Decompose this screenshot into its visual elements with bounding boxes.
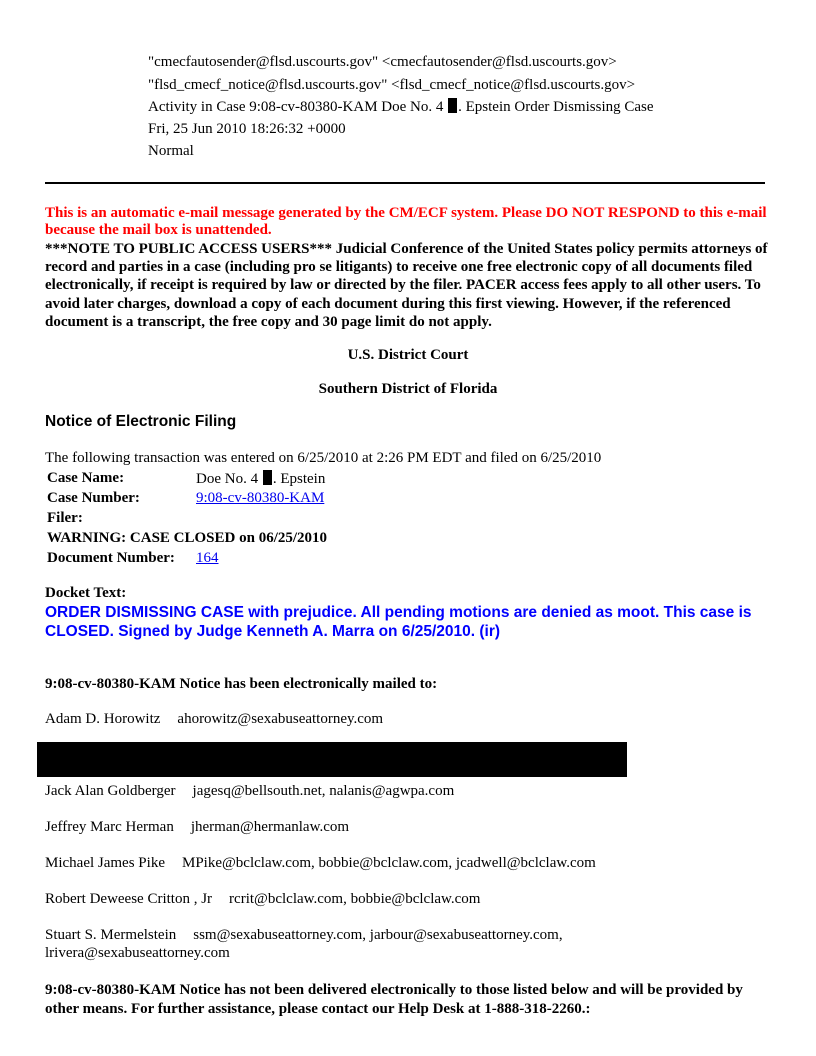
recipient-email: jagesq@bellsouth.net, nalanis@agwpa.com — [192, 783, 455, 799]
document-number-label: Document Number: — [47, 550, 175, 566]
subject-text-start: Activity in Case 9:08-cv-80380-KAM Doe No. 4 — [148, 99, 444, 115]
case-name-value — [196, 470, 325, 488]
recipient-email: jherman@hermanlaw.com — [190, 819, 350, 835]
recipient-name: Adam D. Horowitz — [45, 711, 161, 727]
nef-title: Notice of Electronic Filing — [45, 413, 237, 430]
case-name-label: Case Name: — [47, 470, 125, 486]
case-name-end: . Epstein — [272, 471, 326, 487]
recipient-row — [45, 711, 383, 728]
case-name-row — [47, 470, 326, 487]
importance-value: Normal — [148, 143, 194, 159]
recipient-name: Jack Alan Goldberger — [45, 783, 176, 799]
case-name-start: Doe No. 4 — [196, 471, 259, 487]
to-value: "flsd_cmecf_notice@flsd.uscourts.gov" <flsd_cmecf_notice@flsd.uscourts.gov> — [148, 77, 636, 93]
mailed-to-heading: 9:08-cv-80380-KAM Notice has been electronically mailed to: — [45, 676, 438, 692]
header-divider — [45, 182, 765, 184]
recipient-name: Michael James Pike — [45, 855, 165, 871]
recipient-email: rcrit@bclclaw.com, bobbie@bclclaw.com — [229, 891, 481, 907]
redaction-mark — [448, 98, 457, 113]
recipient-email: MPike@bclclaw.com, bobbie@bclclaw.com, jcadwell@bclclaw.com — [181, 855, 596, 871]
case-number-link[interactable]: 9:08-cv-80380-KAM — [196, 490, 325, 506]
filer-label: Filer: — [47, 510, 83, 526]
court-name: U.S. District Court — [347, 347, 469, 363]
redaction-mark — [263, 470, 272, 485]
subject-text-end: . Epstein Order Dismissing Case — [458, 99, 654, 115]
transaction-text: The following transaction was entered on 6/25/2010 at 2:26 PM EDT and filed on 6/25/2010 — [45, 450, 602, 466]
subject-value — [148, 97, 654, 117]
document-number-link[interactable]: 164 — [196, 550, 219, 566]
recipient-row — [45, 819, 349, 836]
document-number-row — [47, 550, 219, 567]
recipient-name: Robert Deweese Critton , Jr — [45, 891, 213, 907]
redaction-bar — [37, 742, 627, 777]
date-value: Fri, 25 Jun 2010 18:26:32 +0000 — [148, 121, 346, 137]
case-number-row — [47, 490, 325, 507]
recipient-row — [45, 891, 480, 908]
recipient-row — [45, 927, 563, 944]
public-access-note: ***NOTE TO PUBLIC ACCESS USERS*** Judicial Conference of the United States policy permits attorneys of record and parties in a case (including pro se litigants) to receive one free electronic copy of all documents filed electronically, if receipt is required by law or directed by the filer. PACER access fees apply to all other users. To avoid later charges, download a copy of each document during this first viewing. However, if the referenced document is a transcript, the free copy and 30 page limit do not apply. — [45, 241, 768, 330]
court-district: Southern District of Florida — [318, 381, 498, 397]
recipient-email: ahorowitz@sexabuseattorney.com — [177, 711, 384, 727]
auto-email-warning: This is an automatic e-mail message generated by the CM/ECF system. Please DO NOT RESPOND to this e-mail because the mail box is unattended. — [45, 205, 767, 238]
from-value: "cmecfautosender@flsd.uscourts.gov" <cmecfautosender@flsd.uscourts.gov> — [148, 54, 617, 70]
recipient-name: Jeffrey Marc Herman — [45, 819, 174, 835]
docket-text-label: Docket Text: — [45, 585, 127, 601]
recipient-email: ssm@sexabuseattorney.com, jarbour@sexabuseattorney.com, — [193, 927, 563, 943]
recipient-name: Stuart S. Mermelstein — [45, 927, 177, 943]
docket-text: ORDER DISMISSING CASE with prejudice. All pending motions are denied as moot. This case is CLOSED. Signed by Judge Kenneth A. Marra on 6/25/2010. (ir) — [45, 604, 752, 640]
filer-row — [47, 510, 196, 527]
not-delivered-heading: 9:08-cv-80380-KAM Notice has not been delivered electronically to those listed below and will be provided by other means. For further assistance, please contact our Help Desk at 1-888-318-2260.: — [45, 982, 743, 1017]
recipient-email-continued: lrivera@sexabuseattorney.com — [45, 945, 230, 961]
case-closed-warning: WARNING: CASE CLOSED on 06/25/2010 — [47, 530, 328, 546]
case-number-label: Case Number: — [47, 490, 140, 506]
recipient-row — [45, 783, 454, 800]
recipient-row — [45, 855, 596, 872]
